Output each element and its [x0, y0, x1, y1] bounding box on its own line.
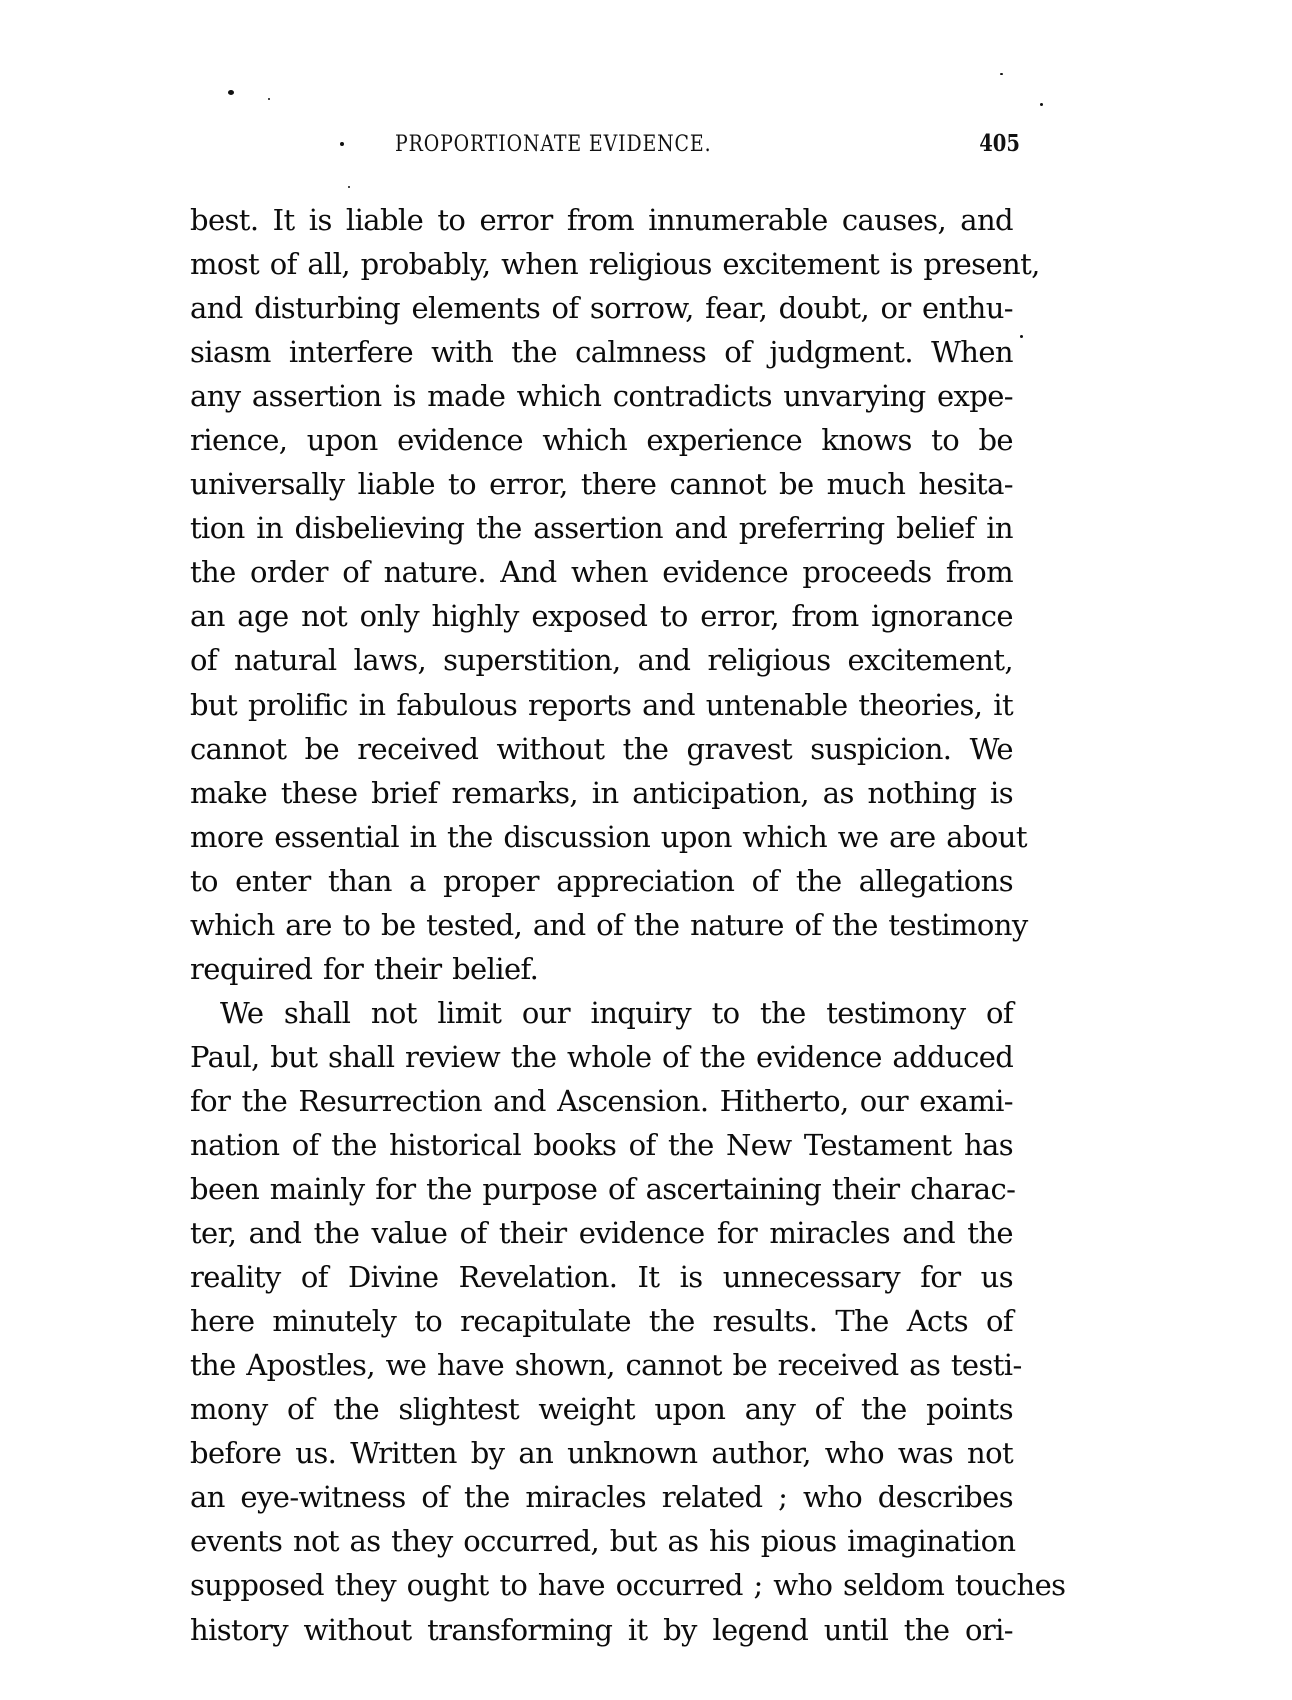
scan-speck — [1040, 103, 1043, 106]
text-line: which are to be tested, and of the nature of the testimony — [190, 907, 1028, 942]
text-line: been mainly for the purpose of ascertaining their charac- — [190, 1172, 1016, 1207]
text-line: an eye-witness of the miracles related ; who describes — [190, 1480, 1013, 1515]
text-line: history without transforming it by legend until the ori- — [190, 1612, 1013, 1647]
text-line: but prolific in fabulous reports and untenable theories, it — [190, 687, 1013, 722]
text-line: mony of the slightest weight upon any of the points — [190, 1392, 1013, 1427]
text-line: Paul, but shall review the whole of the evidence adduced — [190, 1039, 1014, 1074]
text-line: the order of nature. And when evidence proceeds from — [190, 555, 1013, 590]
text-line: required for their belief. — [190, 951, 539, 986]
text-line: any assertion is made which contradicts unvarying expe- — [190, 379, 1013, 414]
text-line: make these brief remarks, in anticipation, as nothing is — [190, 775, 1013, 810]
text-line: reality of Divine Revelation. It is unnecessary for us — [190, 1260, 1013, 1295]
running-title: PROPORTIONATE EVIDENCE. — [395, 132, 712, 157]
page-header — [395, 128, 1020, 164]
text-line: tion in disbelieving the assertion and preferring belief in — [190, 511, 1013, 546]
text-line: to enter than a proper appreciation of the allegations — [190, 863, 1013, 898]
text-line: events not as they occurred, but as his pious imagination — [190, 1524, 1016, 1559]
text-line: for the Resurrection and Ascension. Hitherto, our exami- — [190, 1083, 1013, 1118]
text-line: ter, and the value of their evidence for miracles and the — [190, 1216, 1013, 1251]
body-text — [190, 198, 1066, 1652]
text-line: siasm interfere with the calmness of judgment. When — [190, 335, 1013, 370]
text-line: most of all, probably, when religious excitement is present, — [190, 247, 1040, 282]
text-line: cannot be received without the gravest suspicion. We — [190, 731, 1013, 766]
text-line: rience, upon evidence which experience knows to be — [190, 423, 1013, 458]
text-line: an age not only highly exposed to error, from ignorance — [190, 599, 1013, 634]
scan-speck — [268, 98, 270, 100]
page-number: 405 — [979, 130, 1020, 157]
text-line: nation of the historical books of the New Testament has — [190, 1127, 1013, 1162]
scan-speck — [1020, 335, 1023, 338]
text-line: here minutely to recapitulate the results. The Acts of — [190, 1304, 1013, 1339]
text-line: We shall not limit our inquiry to the testimony of — [220, 995, 1013, 1030]
scan-speck — [228, 90, 234, 95]
text-line: of natural laws, superstition, and religious excitement, — [190, 643, 1013, 678]
text-line: and disturbing elements of sorrow, fear, doubt, or enthu- — [190, 291, 1013, 326]
text-line: the Apostles, we have shown, cannot be received as testi- — [190, 1348, 1022, 1383]
text-line: before us. Written by an unknown author, who was not — [190, 1436, 1013, 1471]
scan-speck — [348, 186, 350, 188]
header-dot — [340, 142, 344, 146]
scan-speck — [1000, 73, 1003, 75]
text-line: universally liable to error, there cannot be much hesita- — [190, 467, 1013, 502]
text-line: more essential in the discussion upon which we are about — [190, 819, 1027, 854]
text-line: best. It is liable to error from innumerable causes, and — [190, 203, 1013, 237]
text-line: supposed they ought to have occurred ; who seldom touches — [190, 1568, 1066, 1603]
